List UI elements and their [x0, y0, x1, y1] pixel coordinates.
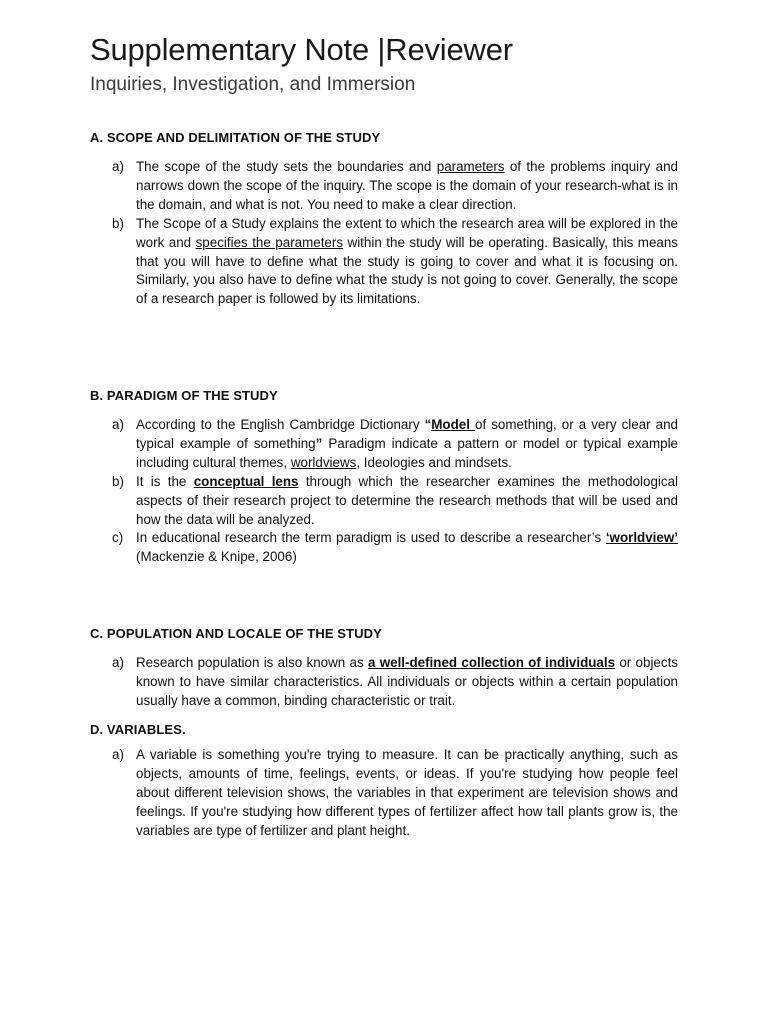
- underlined-term: worldviews: [290, 454, 357, 470]
- section-variables: [90, 722, 678, 841]
- item-text: It is the: [136, 473, 194, 489]
- item-text: A variable is something you're trying to measure. It can be practically anything, such as objects, amounts of time, feelings, events, or ideas. If you're studying how people feel about different television shows, the variables in that experiment are television shows and feelings. If you're studying how different types of fertilizer affect how tall plants grow is, the variables are type of fertilizer and plant height.: [136, 747, 678, 838]
- underlined-term: a well-defined collection of individuals: [367, 655, 616, 670]
- list-item: [90, 473, 678, 530]
- item-text: The scope of the study sets the boundaries and: [136, 159, 437, 174]
- underlined-term: parameters: [436, 159, 505, 174]
- item-text: through which the researcher examines the methodological aspects of their research project to determine the research methods that will be used and how the data will be analyzed.: [136, 473, 679, 527]
- document-subtitle: Inquiries, Investigation, and Immersion: [90, 74, 416, 95]
- item-text: (Mackenzie & Knipe, 2006): [136, 549, 297, 565]
- item-marker: a): [112, 417, 124, 432]
- item-marker: a): [112, 655, 124, 670]
- section-population-locale: [90, 626, 678, 711]
- underlined-term: specifies the parameters: [195, 234, 344, 250]
- item-text: Paradigm indicate a pattern or model or typical example including cultural themes,: [136, 435, 679, 470]
- item-text: , Ideologies and mindsets.: [356, 454, 512, 470]
- item-text: within the study will be operating. Basically, this means that you will have to define what the study is going to cover and what it is focusing on. Similarly, you also have to define what the study is not going to cover. Generally, the scope of a research paper is followed by its limitations.: [136, 234, 678, 307]
- item-text: of the problems inquiry and narrows down the scope of the inquiry. The scope is the domain of your research-what is in the domain, and what is not. You need to make a clear direction.: [136, 159, 678, 212]
- item-marker: a): [112, 747, 124, 762]
- document-title: Supplementary Note |Reviewer: [90, 32, 513, 67]
- underlined-term: Model: [431, 417, 476, 432]
- item-text: or objects known to have similar characteristics. All individuals or objects within a certain population usually have a common, binding characteristic or trait.: [136, 655, 678, 708]
- open-quote: “: [424, 417, 432, 432]
- item-text: The Scope of a Study explains the extent to which the research area will be explored in the work and: [136, 215, 678, 250]
- item-marker: b): [112, 215, 124, 231]
- item-list: [90, 746, 678, 841]
- item-marker: c): [112, 530, 124, 546]
- section-heading: C. POPULATION AND LOCALE OF THE STUDY: [90, 626, 382, 641]
- section-scope-delimitation: [90, 130, 678, 309]
- section-heading: D. VARIABLES.: [90, 722, 186, 737]
- section-heading: B. PARADIGM OF THE STUDY: [90, 388, 278, 403]
- list-item: [90, 529, 678, 567]
- item-text: of something, or a very clear and typical example of something: [136, 417, 678, 451]
- list-item: [90, 215, 678, 310]
- item-text: According to the English Cambridge Dictionary: [136, 417, 425, 432]
- section-heading: A. SCOPE AND DELIMITATION OF THE STUDY: [90, 130, 381, 145]
- list-item: [90, 654, 678, 711]
- section-paradigm: [90, 388, 678, 567]
- close-quote: ”: [315, 435, 323, 451]
- underlined-term: ‘worldview’: [605, 530, 678, 546]
- item-text: In educational research the term paradigm is used to describe a researcher’s: [136, 530, 606, 546]
- underlined-term: conceptual lens: [193, 473, 299, 489]
- item-text: Research population is also known as: [136, 655, 368, 670]
- item-marker: b): [112, 473, 124, 489]
- list-item: [90, 158, 678, 215]
- list-item: [90, 746, 678, 841]
- item-marker: a): [112, 159, 124, 174]
- item-list: [90, 416, 678, 567]
- list-item: [90, 416, 678, 473]
- item-list: [90, 654, 678, 711]
- item-list: [90, 158, 678, 309]
